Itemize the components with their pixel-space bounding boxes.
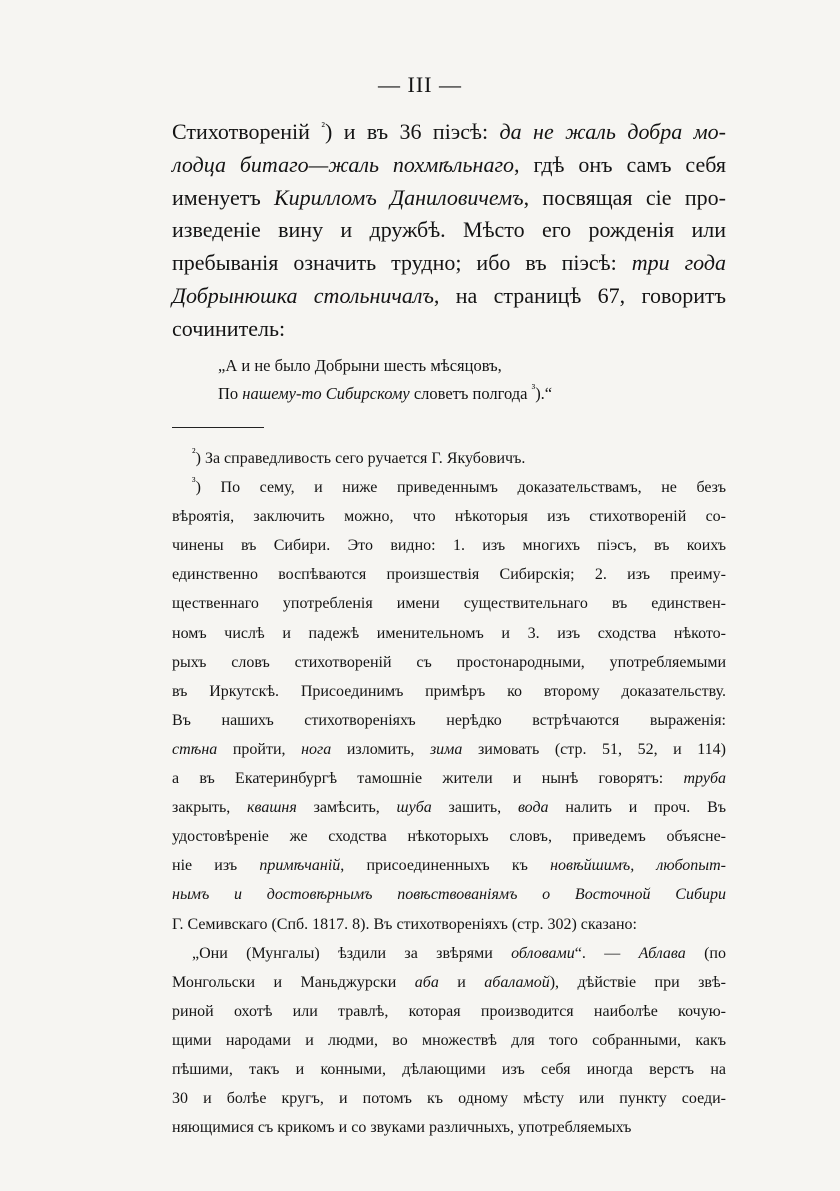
text-run: ) По сему, и ниже приведеннымъ доказательствамъ, не безъ [195, 479, 726, 497]
text-run: въ Иркутскѣ. Присоединимъ примѣръ ко второму доказательству. [172, 682, 726, 700]
italic-run: Кирилломъ Даниловичемъ [274, 184, 524, 210]
footnote-marker: ³ [531, 381, 536, 396]
text-run: зимовать (стр. 51, 52, и 114) [462, 740, 726, 758]
text-run: , присоединенныхъ къ [340, 857, 551, 875]
footnote-line [172, 444, 726, 473]
text-run: риной охотѣ или травлѣ, которая производится наиболѣе кочую- [172, 1002, 726, 1020]
text-run: и [438, 973, 485, 991]
footnote-line [172, 851, 726, 880]
footnote-line [172, 648, 726, 677]
footnote-line [172, 880, 726, 909]
text-run: Въ нашихъ стихотвореніяхъ нерѣдко встрѣчаются выраженія: [172, 711, 726, 729]
italic-run: новѣйшимъ, любопыт- [550, 857, 727, 875]
footnote-line [172, 531, 726, 560]
footnote-line [172, 822, 726, 851]
italic-run: обловами [511, 944, 575, 962]
italic-run: зима [429, 740, 463, 758]
text-run: пѣшими, такъ и конными, дѣлающими изъ себя иногда верстъ на [172, 1060, 726, 1078]
text-run: , гдѣ онъ самъ себя [514, 151, 726, 177]
italic-run: вода [517, 799, 549, 817]
footnote-line [172, 473, 726, 502]
footnote-line [172, 589, 726, 618]
text-run: Г. Семивскаго (Спб. 1817. 8). Въ стихотвореніяхъ (стр. 302) сказано: [172, 915, 637, 933]
text-line [172, 280, 726, 313]
footnote-line [172, 706, 726, 735]
footnote-line [172, 619, 726, 648]
text-run: Стихотвореній [172, 119, 322, 144]
footnote-line [172, 910, 726, 939]
footnote-line [172, 502, 726, 531]
verse-quote [218, 352, 552, 408]
footnote-line [172, 735, 726, 764]
text-run: чинены въ Сибири. Это видно: 1. изъ многихъ піэсъ, въ коихъ [172, 537, 726, 555]
verse-line [218, 352, 552, 380]
text-line [172, 116, 726, 149]
text-run: щественнаго употребленія имени существительнаго въ единствен- [172, 595, 726, 613]
text-run: налить и проч. Въ [548, 799, 727, 817]
text-run: вѣроятія, заключить можно, что нѣкоторыя изъ стихотвореній со- [172, 508, 726, 526]
text-line [172, 247, 726, 280]
italic-run: нашему-то Сибирскому [242, 384, 410, 403]
footnote-line [172, 764, 726, 793]
text-run: , на страницѣ 67, говоритъ [433, 282, 726, 308]
text-run: а въ Екатеринбургѣ тамошніе жители и нынѣ говорятъ: [172, 770, 684, 788]
text-run: ), дѣйствіе при звѣ- [549, 973, 726, 991]
text-run: пребыванія означить трудно; ибо въ піэсѣ: [172, 250, 632, 276]
text-run: удостовѣреніе же сходства нѣкоторыхъ словъ, приведемъ объясне- [172, 828, 726, 846]
text-run: ) и въ 36 піэсѣ: [324, 119, 500, 144]
italic-run: нымъ и достовѣрнымъ повѣствованіямъ о Восточной Сибири [172, 886, 726, 904]
text-run: По [218, 384, 243, 403]
italic-run: аба [414, 973, 439, 991]
footnote-line [172, 560, 726, 589]
text-run: няющимися съ крикомъ и со звуками различныхъ, употребляемыхъ [172, 1119, 632, 1137]
text-run: ніе изъ [172, 857, 260, 875]
text-run: словетъ полгода [409, 384, 532, 403]
footnote-line [172, 793, 726, 822]
italic-run: труба [683, 770, 726, 788]
italic-run: квашня [247, 799, 297, 817]
footnote-line [172, 1113, 726, 1142]
footnotes [172, 444, 726, 1142]
footnote-marker: ² [321, 119, 325, 134]
text-run: ).“ [535, 384, 553, 403]
text-line [172, 149, 726, 182]
text-line [172, 313, 726, 346]
italic-run: лодца битаго—жаль похмѣльнаго [172, 151, 515, 177]
italic-run: стѣна [172, 740, 218, 758]
text-run: (по [685, 944, 726, 962]
text-run: пройти, [217, 740, 302, 758]
text-run: именуетъ [172, 184, 275, 210]
text-run: сочинитель: [172, 315, 286, 341]
text-run: „Они (Мунгалы) ѣздили за звѣрями [192, 944, 512, 962]
page-number: — III — [378, 72, 462, 97]
footnote [172, 939, 726, 1143]
text-run: номъ числѣ и падежѣ именительномъ и 3. изъ сходства нѣкото- [172, 624, 726, 642]
footnote-line [172, 1026, 726, 1055]
italic-run: три года [631, 250, 726, 276]
text-line [172, 182, 726, 215]
italic-run: нога [301, 740, 332, 758]
footnote-divider [172, 427, 264, 428]
text-run: „А и не было Добрыни шесть мѣсяцовъ, [218, 356, 502, 375]
footnote-line [172, 1084, 726, 1113]
text-run: щими народами и людми, во множествѣ для того собранными, какъ [172, 1031, 726, 1049]
text-run: зашить, [431, 799, 518, 817]
footnote-marker: ² [192, 445, 196, 460]
footnote-line [172, 968, 726, 997]
text-run: 30 и болѣе кругъ, и потомъ къ одному мѣсту или пункту соеди- [172, 1090, 726, 1108]
text-run: изведеніе вину и дружбѣ. Мѣсто его рожденія или [172, 217, 726, 243]
text-run: Монгольски и Маньджурски [172, 973, 415, 991]
footnote-line [172, 1055, 726, 1084]
text-line [172, 214, 726, 247]
italic-run: Добрынюшка стольничалъ [172, 282, 434, 308]
italic-run: абаламой [484, 973, 550, 991]
text-run: изломить, [331, 740, 430, 758]
footnote-line [172, 939, 726, 968]
italic-run: примѣчаній [259, 857, 341, 875]
text-run: закрыть, [172, 799, 248, 817]
footnote [172, 444, 726, 473]
italic-run: Аблава [638, 944, 686, 962]
text-run: ) За справедливость сего ручается Г. Якубовичъ. [195, 450, 526, 467]
italic-run: шуба [396, 799, 432, 817]
text-run: “. — [574, 944, 639, 962]
footnote-line [172, 677, 726, 706]
footnote-line [172, 997, 726, 1026]
footnote-marker: ³ [192, 474, 196, 489]
main-text [172, 116, 726, 346]
text-run: , посвящая сіе про- [523, 184, 726, 210]
footnote [172, 473, 726, 939]
text-run: единственно воспѣваются произшествія Сибирскія; 2. изъ преиму- [172, 566, 726, 584]
text-run: замѣсить, [296, 799, 397, 817]
verse-line [218, 380, 552, 408]
italic-run: да не жаль добра мо- [499, 119, 727, 144]
text-run: рыхъ словъ стихотвореній съ простонародными, употребляемыми [172, 653, 726, 671]
